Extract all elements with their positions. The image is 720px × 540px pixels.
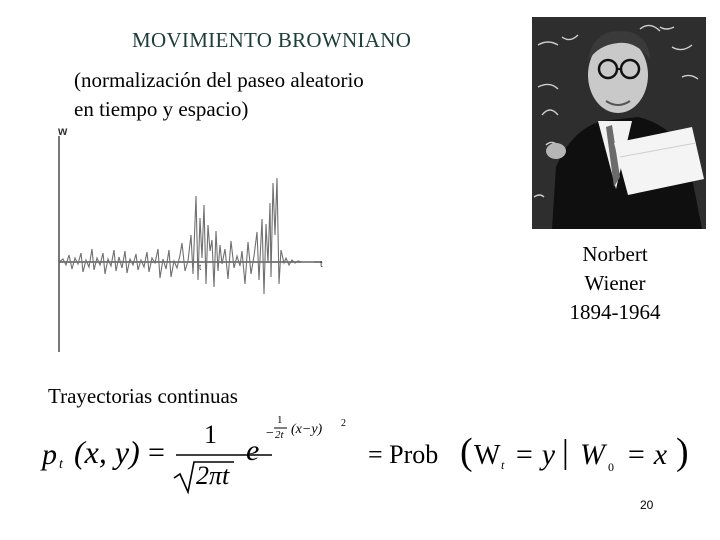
formula-equals-1: = [148,436,165,469]
formula-subscript-t: t [59,457,63,472]
formula-p: p [42,438,57,471]
slide-subtitle [74,66,364,124]
formula-paren-open: ( [460,431,473,473]
formula-exp-denominator: 2t [275,429,284,441]
subtitle-line-2: en tiempo y espacio) [74,97,249,121]
formula-e: e [246,434,260,467]
formula-W-subscript: t [501,458,505,472]
page-number: 20 [640,498,654,512]
x-axis-label: t [320,259,323,269]
formula-exp-numerator: 1 [277,414,283,426]
brownian-path-plot [52,122,342,358]
section-label: Trayectorias continuas [48,384,238,408]
formula-W: W [474,440,501,471]
formula-prob: = Prob [368,440,439,469]
formula-equals-y: = y [514,438,556,471]
formula-given-bar: | [562,434,569,471]
portrait-caption [540,240,690,327]
formula-W0-subscript: 0 [608,460,614,474]
formula-paren-close: ) [676,431,689,473]
slide-title: MOVIMIENTO BROWNIANO [132,28,412,52]
formula-exp-tail: (x−y) [291,422,323,437]
formula-denominator: 2πt [196,461,230,490]
caption-years: 1894-1964 [569,300,661,324]
formula-exp-square: 2 [341,418,346,429]
inner-tick-label: t [199,263,202,272]
caption-first-name: Norbert [582,242,648,266]
formula-exponent-minus: − [266,426,274,441]
transition-probability-formula [38,416,698,498]
formula-equals-x: = x [626,438,668,471]
y-axis-label: w [58,124,68,138]
formula-numerator: 1 [204,420,217,449]
subtitle-line-1: (normalización del paseo aleatorio [74,68,364,92]
formula-W0: W [580,438,605,471]
norbert-wiener-portrait [532,17,706,229]
caption-last-name: Wiener [584,271,646,295]
formula-args: (x, y) [74,434,140,470]
brownian-path [59,178,314,294]
